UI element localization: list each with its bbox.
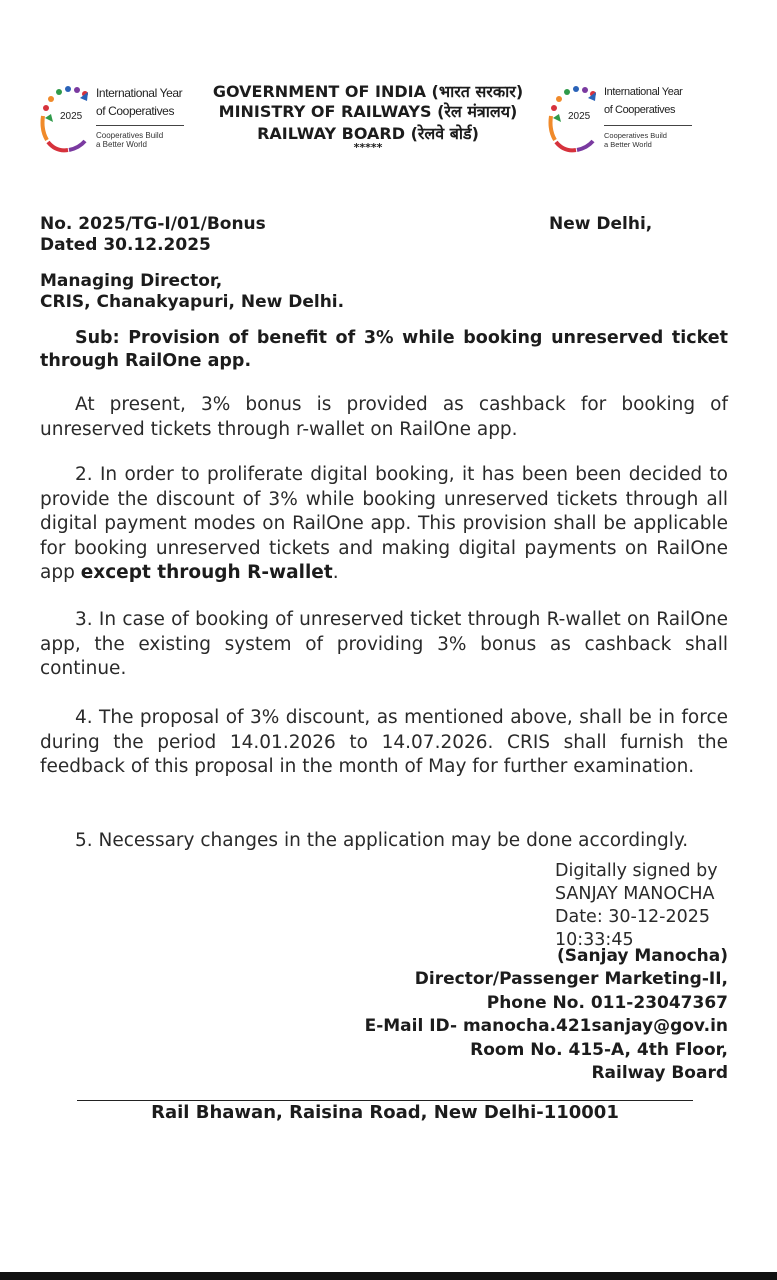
footer-divider [77, 1100, 693, 1101]
paragraph-2 [40, 463, 728, 586]
digital-signature-date: Date: 30-12-2025 [555, 907, 710, 927]
subject-line: Sub: Provision of benefit of 3% while booking unreserved ticket through RailOne app. [40, 328, 728, 371]
screen-bottom-bar [0, 1272, 777, 1280]
header-government: GOVERNMENT OF INDIA (भारत सरकार) [212, 82, 524, 101]
paragraph-5: 5. Necessary changes in the application may be done accordingly. [75, 830, 689, 851]
header-separator: ***** [353, 141, 383, 154]
addressee-organization: CRIS, Chanakyapuri, New Delhi. [40, 292, 345, 312]
logo-tagline-line1: Cooperatives Build [96, 131, 164, 140]
footer-address: Rail Bhawan, Raisina Road, New Delhi-110001 [151, 1102, 619, 1123]
logo-title-line2: of Cooperatives [96, 104, 175, 118]
digital-signature-label: Digitally signed by [555, 861, 718, 881]
signatory-name: (Sanjay Manocha) [557, 946, 728, 966]
signatory-block [365, 945, 728, 1085]
reference-number: No. 2025/TG-I/01/Bonus [40, 214, 266, 234]
reference-date: Dated 30.12.2025 [40, 235, 211, 255]
logo-tagline-line1: Cooperatives Build [604, 131, 667, 140]
addressee-title: Managing Director, [40, 271, 223, 291]
logo-title-line1: International Year [96, 86, 183, 100]
header-board: RAILWAY BOARD (रेलवे बोर्ड) [257, 124, 479, 143]
logo-tagline-line2: a Better World [604, 140, 652, 149]
paragraph-2-emphasis: except through R-wallet [80, 562, 333, 584]
signatory-designation: Director/Passenger Marketing-II, [414, 969, 728, 990]
paragraph-4: 4. The proposal of 3% discount, as mentioned above, shall be in force during the period 14.01.2026 to 14.07.2026. CRIS shall furnish the feedback of this proposal in the month of May for further examination. [40, 707, 728, 778]
signatory-phone: Phone No. 011-23047367 [486, 992, 728, 1013]
iyc-logo-left [40, 76, 190, 160]
digital-signature-time: 10:33:45 [555, 930, 634, 950]
signatory-office: Railway Board [591, 1063, 728, 1084]
reference-place: New Delhi, [549, 214, 653, 234]
paragraph-1: At present, 3% bonus is provided as cashback for booking of unreserved tickets through r-wallet on RailOne app. [40, 394, 728, 440]
logo-divider [96, 125, 184, 126]
header-ministry: MINISTRY OF RAILWAYS (रेल मंत्रालय) [218, 102, 518, 121]
logo-tagline-line2: a Better World [96, 140, 147, 149]
paragraph-3: 3. In case of booking of unreserved ticket through R-wallet on RailOne app, the existing system of providing 3% bonus as cashback shall continue. [40, 609, 728, 680]
signatory-room: Room No. 415-A, 4th Floor, [470, 1039, 728, 1060]
signatory-email: E-Mail ID- manocha.421sanjay@gov.in [364, 1016, 728, 1037]
logo-title-line1: International Year [604, 86, 683, 98]
logo-year: 2025 [568, 111, 591, 122]
logo-title-line2: of Cooperatives [604, 104, 676, 116]
paragraph-2-text: 2. In order to proliferate digital booking, it has been been decided to provide the discount of 3% while booking unreserved tickets through all digital payment modes on RailOne app. This provision shall be applicable for booking unreserved tickets and making digital payments on RailOne app [40, 464, 728, 584]
paragraph-2-end: . [332, 562, 339, 584]
iyc-logo-right [548, 76, 698, 160]
logo-year: 2025 [60, 111, 83, 122]
logo-divider [604, 125, 692, 126]
digital-signature [555, 860, 718, 952]
digital-signature-name: SANJAY MANOCHA [555, 884, 715, 904]
